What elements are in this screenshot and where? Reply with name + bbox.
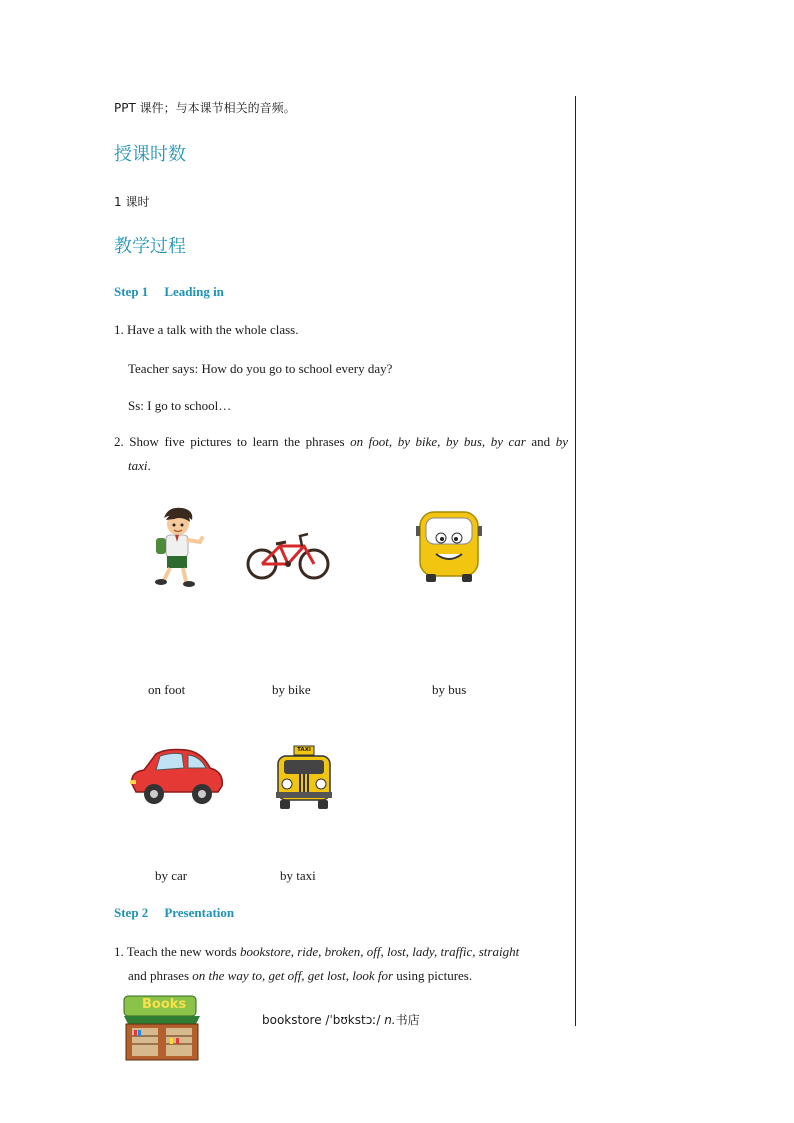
phrase-by-taxi-a: by — [555, 434, 569, 449]
bicycle-icon — [244, 526, 334, 582]
teacher-says: Teacher says: How do you go to school every day? — [128, 361, 393, 376]
vocab-phonetic: /ˈbʊkstɔː/ — [321, 1013, 385, 1027]
step2-heading — [114, 905, 234, 921]
step1-title: Leading in — [164, 284, 224, 299]
step2-title: Presentation — [164, 905, 235, 920]
heading-teaching-process: 教学过程 — [114, 236, 186, 257]
materials-line: PPT 课件；与本课节相关的音频。 — [114, 101, 296, 115]
step1-item1: 1. Have a talk with the whole class. — [114, 322, 299, 337]
students-say: Ss: I go to school… — [128, 398, 232, 413]
bookstore-sign: Books — [142, 997, 187, 1012]
walking-boy-icon — [150, 504, 210, 590]
class-hours-value: 1 课时 — [114, 195, 150, 209]
bus-icon — [414, 508, 484, 584]
caption-by-car: by car — [155, 868, 188, 883]
phrase-on-foot: on foot, — [350, 434, 393, 449]
step1-heading — [114, 284, 224, 300]
margin-rule — [575, 96, 576, 1026]
taxi-icon — [272, 744, 336, 812]
taxi-roof-sign: TAXI — [297, 747, 311, 753]
caption-on-foot: on foot — [148, 682, 186, 697]
step2-label: Step 2 — [114, 905, 149, 920]
vocab-meaning: 书店 — [395, 1013, 420, 1027]
step1-item2-line2: taxi. — [128, 458, 151, 473]
phrase-by-taxi-b: taxi — [128, 458, 148, 473]
new-phrases: on the way to, get off, get lost, look for — [192, 968, 394, 983]
phrase-by-bus: by bus, — [446, 434, 486, 449]
step2-item1-line1: 1. Teach the new words bookstore, ride, broken, off, lost, lady, traffic, straight — [114, 944, 520, 959]
car-icon — [126, 744, 228, 808]
new-words: bookstore, ride, broken, off, lost, lady, traffic, straight — [239, 944, 520, 959]
vocab-word: bookstore — [262, 1013, 322, 1027]
caption-by-bus: by bus — [432, 682, 467, 697]
item2-prefix: 2. Show five pictures to learn the phrases — [114, 434, 351, 449]
phrase-by-car: by car — [490, 434, 526, 449]
item2-and: and — [525, 434, 556, 449]
step1-label: Step 1 — [114, 284, 149, 299]
caption-by-taxi: by taxi — [280, 868, 316, 883]
heading-class-hours: 授课时数 — [114, 144, 186, 165]
step2-item1-line2: and phrases on the way to, get off, get lost, look for using pictures. — [128, 968, 473, 983]
phrase-by-bike: by bike, — [397, 434, 441, 449]
caption-by-bike: by bike — [272, 682, 311, 697]
vocab-pos: n. — [384, 1013, 396, 1027]
step1-item2-line1 — [114, 434, 568, 450]
vocab-bookstore — [262, 1012, 420, 1028]
